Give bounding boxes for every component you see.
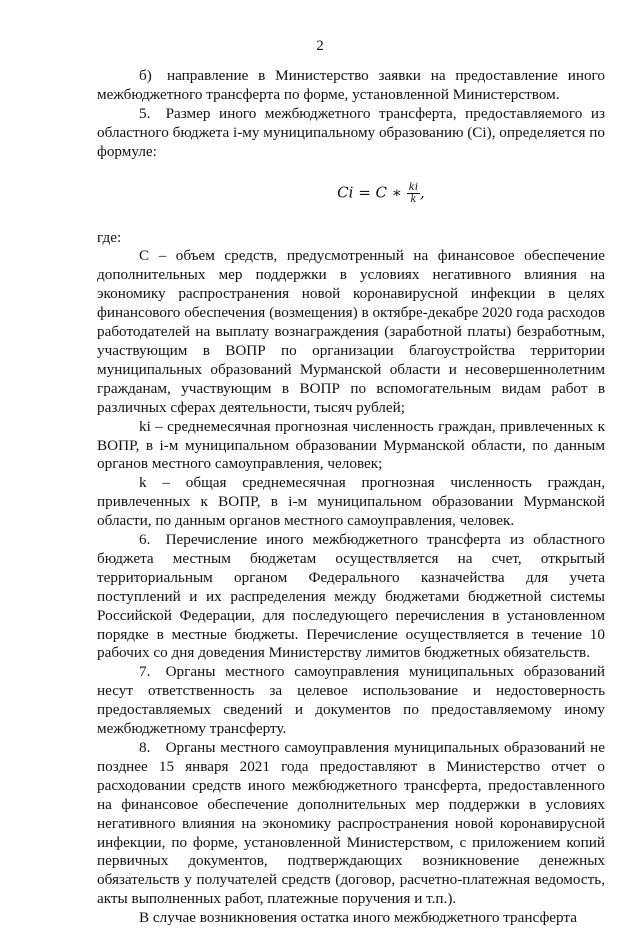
formula-denominator: k — [410, 193, 417, 205]
formula-tail: , — [420, 183, 425, 202]
paragraph-5: 5. Размер иного межбюджетного трансферта, предоставляемого из областного бюджета i-му муниципальному образованию (Ci), определяется по формуле: — [97, 104, 605, 160]
document-body — [97, 67, 605, 928]
paragraph-remainder: В случае возникновения остатка иного межбюджетного трансферта — [139, 909, 577, 927]
page-number: 2 — [316, 38, 324, 54]
definition-ki: ki – среднемесячная прогнозная численность граждан, привлеченных к ВОПР, в i-м муниципальном образовании Мурманской области, по данным органов местного самоуправления, человек; — [97, 417, 605, 473]
formula-lhs: Ci = C ∗ — [337, 183, 407, 202]
paragraph-6: 6. Перечисление иного межбюджетного трансферта из областного бюджета местным бюджетам осуществляется на счет, открытый территориальным органом Федерального казначейства для учета поступлений и их распределения между бюджетами бюджетной системы Российской Федерации, для последующего перечисления в установленном порядке в местные бюджеты. Перечисление осуществляется в течение 10 рабочих со дня доведения Министерству лимитов бюджетных обязательств. — [97, 531, 605, 662]
paragraph-b: б) направление в Министерство заявки на предоставление иного межбюджетного трансферта по форме, установленной Министерством. — [97, 67, 605, 103]
definition-c: C – объем средств, предусмотренный на финансовое обеспечение дополнительных мер поддержки в условиях негативного влияния на экономику распространения новой коронавирусной инфекции в целях финансового обеспечения (возмещения) в октябре-декабре 2020 года расходов работодателей на выплату вознаграждения (заработной платы) безработным, участвующим в ВОПР по организации благоустройства территории муниципальных образований Мурманской области и несовершеннолетним гражданам, участвующим в ВОПР по вспомогательным видам работ в различных сферах деятельности, тысяч рублей; — [97, 247, 605, 416]
paragraph-8: 8. Органы местного самоуправления муниципальных образований не позднее 15 января 2021 года предоставляют в Министерство отчет о расходовании средств иного межбюджетного трансферта, предоставленного на финансовое обеспечение дополнительных мер поддержки в условиях негативного влияния на экономику распространения новой коронавирусной инфекции, по форме, установленной Министерством, с приложением копий первичных документов, подтверждающих возникновение денежных обязательств у получателей средств (договор, расчетно-платежная ведомость, акты выполненных работ, платежные поручения и т.п.). — [97, 739, 605, 908]
formula-fraction — [407, 182, 420, 205]
formula — [157, 182, 605, 205]
definition-k: k – общая среднемесячная прогнозная численность граждан, привлеченных к ВОПР, в i-м муниципальном образовании Мурманской области, по данным органов местного самоуправления, человек. — [97, 474, 605, 530]
formula-numerator: ki — [408, 181, 419, 193]
definitions-intro: где: — [97, 228, 122, 246]
paragraph-7: 7. Органы местного самоуправления муниципальных образований несут ответственность за целевое использование и недостоверность предоставляемых сведений и документов по предоставляемому иному межбюджетному трансферту. — [97, 663, 605, 738]
